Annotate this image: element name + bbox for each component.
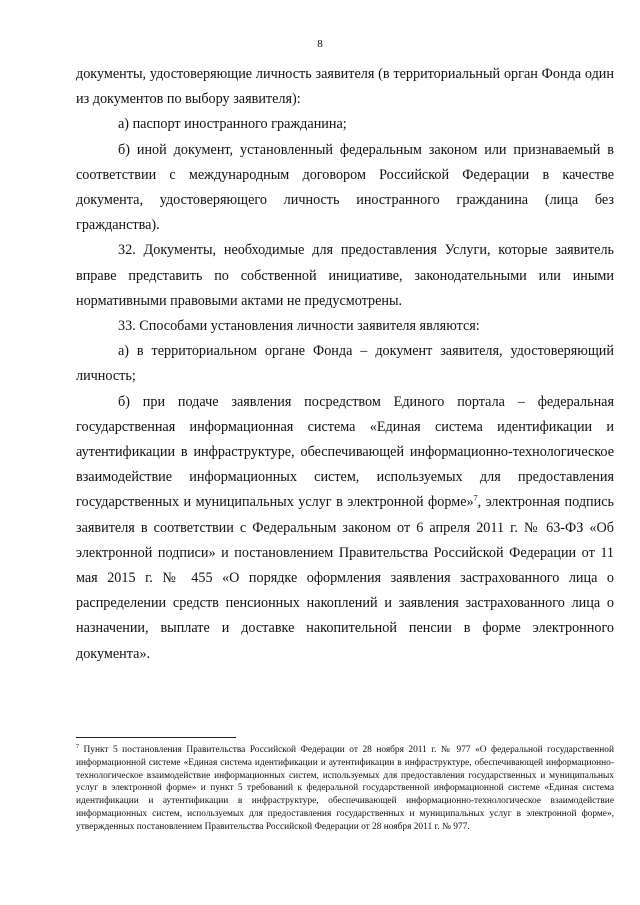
paragraph-33-b-part1: б) при подаче заявления посредством Единого портала – федеральная государственная информационная система «Единая система идентификации и аутентификации в инфраструктуре, обеспечивающей информационно-технологическое взаимодействие информационных систем, используемых для предоставления государственных и муниципальных услуг в электронной форме» xyxy=(76,393,614,511)
paragraph-33-b xyxy=(76,390,614,667)
paragraph-documents-cont: документы, удостоверяющие личность заявителя (в территориальный орган Фонда один из документов по выбору заявителя): xyxy=(76,66,614,108)
footnote-separator xyxy=(76,737,236,738)
paragraph-passport: а) паспорт иностранного гражданина; xyxy=(118,116,347,133)
paragraph-33: 33. Способами установления личности заявителя являются: xyxy=(118,318,480,335)
paragraph-33-a: а) в территориальном органе Фонда – документ заявителя, удостоверяющий личность; xyxy=(76,343,614,385)
page-number: 8 xyxy=(317,38,323,50)
paragraph-32: 32. Документы, необходимые для предоставления Услуги, которые заявитель вправе представить по собственной инициативе, законодательными или иными нормативными правовыми актами не предусмотрены. xyxy=(76,242,614,309)
document-body xyxy=(76,62,614,667)
paragraph-33-b-part2: , электронная подпись заявителя в соответствии с Федеральным законом от 6 апреля 2011 г. № 63-ФЗ «Об электронной подписи» и постановлением Правительства Российской Федерации от 11 мая 2015 г. № 455 «О порядке оформления заявления застрахованного лица о распределении средств пенсионных накоплений и заявления застрахованного лица о назначении, выплате и доставке накопительной пенсии в форме электронного документа». xyxy=(76,494,614,662)
footnote xyxy=(76,744,614,834)
paragraph-other-document: б) иной документ, установленный федеральным законом или признаваемый в соответствии с международным договором Российской Федерации в качестве документа, удостоверяющего личность иностранного гражданина (лица без гражданства). xyxy=(76,141,614,234)
footnote-text: Пункт 5 постановления Правительства Российской Федерации от 28 ноября 2011 г. № 977 «О федеральной государственной информационной системе «Единая система идентификации и аутентификации в инфраструктуре, обеспечивающей информационно-технологическое взаимодействие информационных систем, используемых для предоставления государственных и муниципальных услуг в электронной форме» и пункт 5 требований к федеральной государственной информационной системе «Единая система идентификации и аутентификации в инфраструктуре, обеспечивающей информационно-технологическое взаимодействие информационных систем, используемых для предоставления государственных и муниципальных услуг в электронной форме», утвержденных постановлением Правительства Российской Федерации от 28 ноября 2011 г. № 977. xyxy=(76,745,614,832)
footnote-reference[interactable]: 7 xyxy=(473,493,478,503)
footnote-marker: 7 xyxy=(76,743,79,750)
